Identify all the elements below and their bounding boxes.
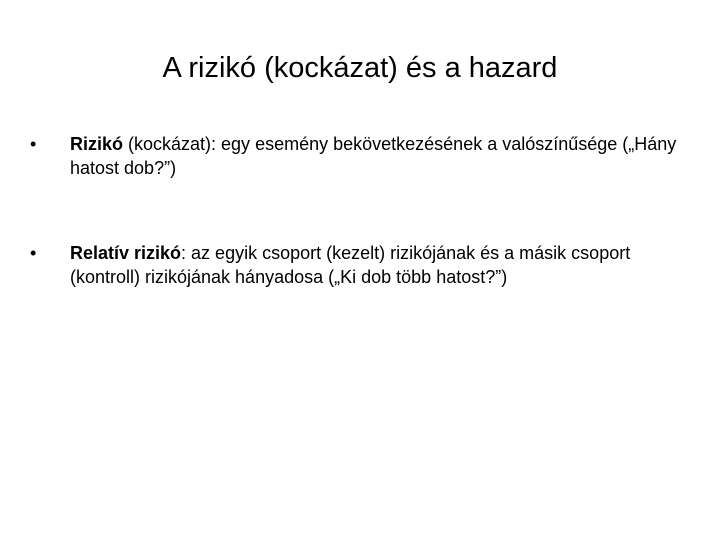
- bullet-text: [70, 241, 690, 289]
- bullet-marker: •: [30, 243, 37, 263]
- slide-title: A rizikó (kockázat) és a hazard: [162, 52, 558, 84]
- bullet-term: Rizikó: [70, 134, 124, 154]
- bullet-definition: (kockázat): egy esemény bekövetkezésének a valószínűsége („Hány hatost dob?”): [70, 134, 677, 178]
- bullet-definition: : az egyik csoport (kezelt) rizikójának és a másik csoport (kontroll) rizikójának hányadosa („Ki dob több hatost?”): [70, 243, 631, 287]
- bullet-text: [70, 132, 690, 180]
- bullet-marker: •: [30, 134, 37, 154]
- bullet-item-relativ-rizikó: [30, 241, 690, 289]
- bullet-item-rizikó: [30, 132, 690, 180]
- bullet-term: Relatív rizikó: [70, 243, 182, 263]
